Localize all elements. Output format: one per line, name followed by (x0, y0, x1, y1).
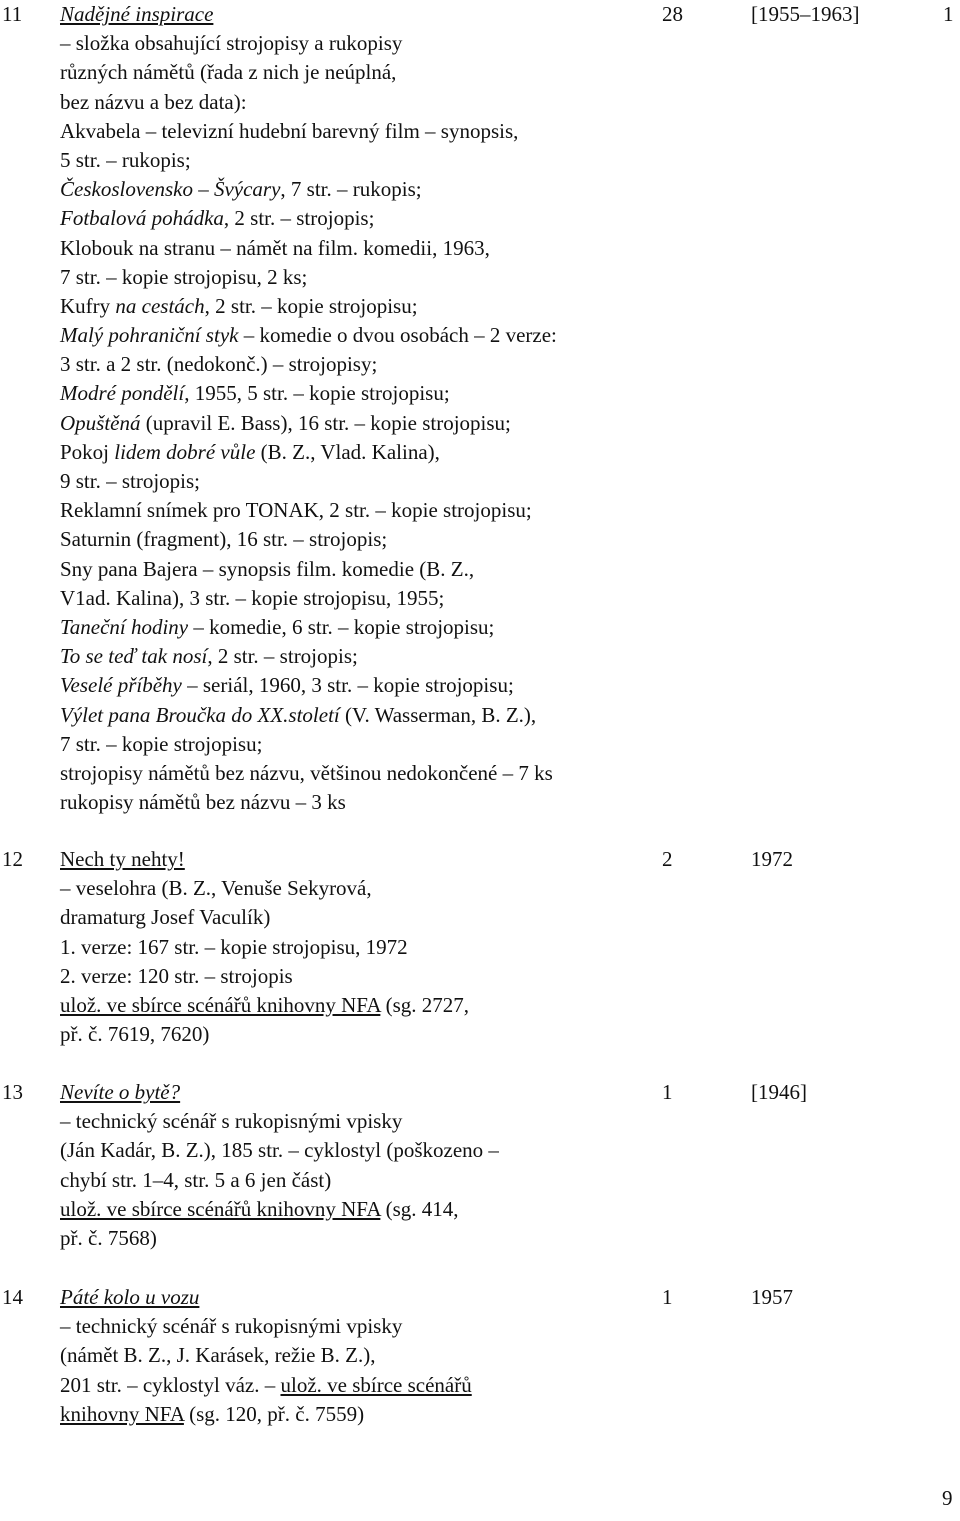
line-text: – technický scénář s rukopisnými vpisky (60, 1314, 403, 1339)
entry-count: 1 (662, 1080, 673, 1104)
entry-line (60, 321, 650, 350)
entry-line (60, 1371, 650, 1400)
entry-description (60, 845, 650, 1049)
entry-line (60, 438, 650, 467)
line-text: , 7 str. – rukopis; (280, 177, 422, 202)
entry-line (60, 759, 650, 788)
entry-line (60, 467, 650, 496)
title-text: Výlet pana Broučka do XX.století (60, 702, 340, 727)
entry-line (60, 263, 650, 292)
underlined-text: Páté kolo u vozu (60, 1285, 200, 1309)
line-text: 5 str. – rukopis; (60, 147, 191, 172)
line-text: 2. verze: 120 str. – strojopis (60, 963, 293, 988)
line-text: – technický scénář s rukopisnými vpisky (60, 1109, 403, 1134)
entry-number: 12 (2, 847, 23, 871)
line-text: (sg. 2727, (380, 992, 470, 1017)
underlined-text: Nadějné inspirace (60, 2, 214, 26)
line-text: (námět B. Z., J. Karásek, režie B. Z.), (60, 1343, 376, 1368)
title-text: Taneční hodiny (60, 614, 189, 639)
entry-line (60, 1312, 650, 1341)
title-text: na cestách (115, 293, 205, 318)
line-text: strojopisy námětů bez názvu, většinou nedokončené – 7 ks (60, 760, 553, 785)
entry-line (60, 29, 650, 58)
line-text: – složka obsahující strojopisy a rukopisy (60, 31, 403, 56)
line-text: , 2 str. – strojopis; (207, 644, 358, 669)
entry-date: [1946] (751, 1080, 807, 1104)
entry-line (60, 58, 650, 87)
entry-line (60, 991, 650, 1020)
line-text: (sg. 414, (380, 1196, 459, 1221)
entry-line (60, 584, 650, 613)
entry-line (60, 350, 650, 379)
entry-line (60, 496, 650, 525)
underlined-text: ulož. ve sbírce scénářů (280, 1372, 472, 1397)
line-text: V1ad. Kalina), 3 str. – kopie strojopisu, 1955; (60, 585, 445, 610)
entry-line (60, 642, 650, 671)
page-number: 9 (942, 1486, 953, 1510)
underlined-text: ulož. ve sbírce scénářů knihovny NFA (60, 992, 381, 1017)
entry-date: 1972 (751, 847, 793, 871)
entry-count: 2 (662, 847, 673, 871)
entry-line (60, 555, 650, 584)
entry-number: 13 (2, 1080, 23, 1104)
entry-date: [1955–1963] (751, 2, 860, 26)
line-text: rukopisy námětů bez názvu – 3 ks (60, 790, 346, 815)
line-text: 9 str. – strojopis; (60, 469, 201, 493)
underlined-text: Nech ty nehty! (60, 847, 185, 871)
line-text: 3 str. a 2 str. (nedokonč.) – strojopisy; (60, 352, 378, 377)
line-text: chybí str. 1–4, str. 5 a 6 jen část) (60, 1167, 332, 1192)
entry-line (60, 730, 650, 759)
line-text: (V. Wasserman, B. Z.), (339, 702, 537, 727)
title-text: lidem dobré vůle (114, 439, 256, 464)
entry-line (60, 933, 650, 962)
title-text: Malý pohraniční styk (60, 323, 239, 348)
entry-count: 28 (662, 2, 683, 26)
title-text: Československo – Švýcary (60, 177, 281, 202)
entry-date: 1957 (751, 1285, 793, 1309)
line-text: různých námětů (řada z nich je neúplná, (60, 60, 397, 85)
entry-line (60, 1107, 650, 1136)
entry-line (60, 234, 650, 263)
entry-line (60, 701, 650, 730)
line-text: (upravil E. Bass), 16 str. – kopie strojopisu; (140, 410, 511, 435)
title-text: To se teď tak nosí (60, 644, 208, 669)
entry-line (60, 1078, 650, 1107)
entry-line (60, 1283, 650, 1312)
entry-line (60, 1166, 650, 1195)
line-text: 7 str. – kopie strojopisu; (60, 731, 263, 756)
entry-line (60, 292, 650, 321)
entry-line (60, 0, 650, 29)
line-text: 201 str. – cyklostyl váz. – (60, 1372, 281, 1397)
entry-line (60, 1020, 650, 1049)
line-text: , 1955, 5 str. – kopie strojopisu; (184, 381, 450, 406)
line-text: , 2 str. – kopie strojopisu; (204, 293, 418, 318)
line-text: Kufry (60, 293, 116, 318)
line-text: Sny pana Bajera – synopsis film. komedie (B. Z., (60, 556, 475, 581)
entry-line (60, 117, 650, 146)
entry-line (60, 1195, 650, 1224)
line-text: (B. Z., Vlad. Kalina), (255, 439, 440, 464)
line-text: Reklamní snímek pro TONAK, 2 str. – kopie strojopisu; (60, 498, 532, 523)
entry-line (60, 379, 650, 408)
underlined-text: knihovny NFA (60, 1401, 184, 1426)
entry-description (60, 1078, 650, 1253)
line-text: – seriál, 1960, 3 str. – kopie strojopisu; (181, 673, 514, 698)
entry-line (60, 845, 650, 874)
entry-line (60, 1136, 650, 1165)
entry-description (60, 1283, 650, 1429)
entry-count: 1 (662, 1285, 673, 1309)
line-text: př. č. 7619, 7620) (60, 1022, 210, 1047)
line-text: Akvabela – televizní hudební barevný film – synopsis, (60, 118, 519, 143)
entry-line (60, 525, 650, 554)
title-text: Fotbalová pohádka (60, 206, 224, 231)
line-text: Pokoj (60, 439, 115, 464)
underlined-text: Nevíte o bytě? (60, 1080, 181, 1104)
line-text: Saturnin (fragment), 16 str. – strojopis; (60, 527, 388, 552)
entry-number: 14 (2, 1285, 23, 1309)
entry-line (60, 613, 650, 642)
title-text: Veselé příběhy (60, 673, 182, 698)
entry-line (60, 175, 650, 204)
entry-line (60, 88, 650, 117)
line-text: – komedie, 6 str. – kopie strojopisu; (188, 614, 495, 639)
entry-line (60, 1400, 650, 1429)
line-text: Klobouk na stranu – námět na film. komedii, 1963, (60, 235, 490, 260)
entry-line (60, 788, 650, 817)
entry-line (60, 204, 650, 233)
entry-line (60, 1341, 650, 1370)
line-text: (sg. 120, př. č. 7559) (183, 1401, 365, 1426)
entry-description (60, 0, 650, 817)
title-text: Modré pondělí (60, 381, 185, 406)
entry-line (60, 903, 650, 932)
line-text: 7 str. – kopie strojopisu, 2 ks; (60, 264, 308, 289)
entry-number: 11 (2, 2, 23, 26)
line-text: bez názvu a bez data): (60, 89, 247, 114)
entry-line (60, 671, 650, 700)
entry-line (60, 874, 650, 903)
line-text: – komedie o dvou osobách – 2 verze: (238, 323, 557, 348)
line-text: – veselohra (B. Z., Venuše Sekyrová, (60, 876, 372, 901)
line-text: , 2 str. – strojopis; (223, 206, 375, 231)
entry-line (60, 962, 650, 991)
entry-line (60, 409, 650, 438)
title-text: Opuštěná (60, 410, 141, 435)
line-text: (Ján Kadár, B. Z.), 185 str. – cyklostyl (poškozeno – (60, 1138, 499, 1163)
entry-line (60, 146, 650, 175)
underlined-text: ulož. ve sbírce scénářů knihovny NFA (60, 1196, 381, 1221)
entry-box-number: 1 (943, 2, 954, 26)
line-text: dramaturg Josef Vaculík) (60, 905, 271, 930)
line-text: 1. verze: 167 str. – kopie strojopisu, 1972 (60, 934, 408, 959)
entry-line (60, 1224, 650, 1253)
line-text: př. č. 7568) (60, 1225, 157, 1250)
